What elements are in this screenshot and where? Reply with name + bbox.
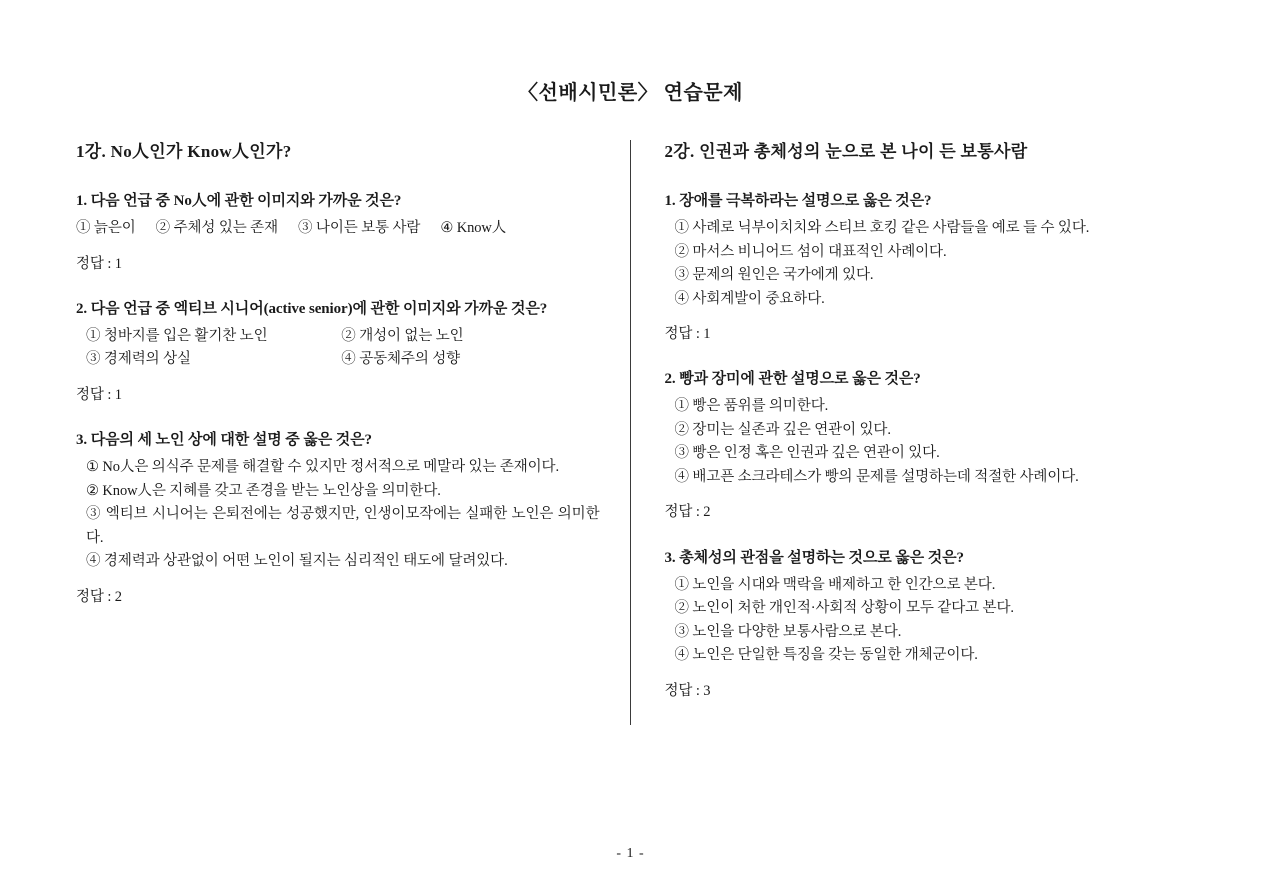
answer-line: 정답 : 1	[664, 325, 711, 342]
choice-item[interactable]: ② 마서스 비니어드 섬이 대표적인 사례이다.	[674, 243, 947, 260]
question-stem: 2. 다음 언급 중 엑티브 시니어(active senior)에 관한 이미지와 가까운 것은?	[76, 300, 548, 317]
choice-item[interactable]: ② Know人은 지혜를 갖고 존경을 받는 노인상을 의미한다.	[86, 482, 441, 499]
choice-item[interactable]: ④ 사회계발이 중요하다.	[674, 290, 825, 307]
choice-item[interactable]: ③ 노인을 다양한 보통사람으로 본다.	[674, 623, 902, 640]
choice-item[interactable]: ① 늙은이	[76, 220, 136, 237]
choice-item[interactable]: ④ Know人	[440, 220, 507, 237]
page-title: 〈선배시민론〉 연습문제	[518, 82, 743, 104]
choice-item[interactable]: ② 노인이 처한 개인적·사회적 상황이 모두 같다고 본다.	[674, 600, 1014, 617]
answer-line: 정답 : 1	[76, 386, 122, 403]
question-block	[665, 190, 1186, 346]
choice-list	[665, 217, 1186, 311]
choice-item[interactable]: ④ 배고픈 소크라테스가 빵의 문제를 설명하는데 적절한 사례이다.	[674, 468, 1079, 485]
choice-item[interactable]: ③ 문제의 원인은 국가에게 있다.	[674, 267, 874, 284]
section-heading-lecture-2: 2강. 인권과 총체성의 눈으로 본 나이 든 보통사람	[664, 142, 1028, 161]
two-column-body	[76, 140, 1185, 725]
right-column	[631, 140, 1186, 725]
choice-item[interactable]: ① 사례로 닉부이치치와 스티브 호킹 같은 사람들을 예로 들 수 있다.	[674, 220, 1090, 237]
answer-line: 정답 : 2	[664, 504, 711, 521]
choice-item[interactable]: ④ 노인은 단일한 특징을 갖는 동일한 개체군이다.	[674, 647, 978, 664]
choice-item[interactable]: ② 장미는 실존과 깊은 연관이 있다.	[674, 421, 891, 438]
choice-list	[665, 395, 1186, 489]
choice-list	[76, 456, 600, 573]
question-block	[665, 547, 1186, 703]
choice-item[interactable]: ② 개성이 없는 노인	[341, 327, 464, 344]
left-column	[76, 140, 631, 725]
answer-line: 정답 : 2	[76, 588, 122, 605]
question-stem: 1. 다음 언급 중 No人에 관한 이미지와 가까운 것은?	[76, 192, 402, 209]
question-block	[76, 429, 600, 609]
question-block	[76, 190, 600, 276]
choice-item[interactable]: ③ 엑티브 시니어는 은퇴전에는 성공했지만, 인생이모작에는 실패한 노인은 의미한다.	[86, 506, 600, 546]
page-number: - 1 -	[616, 846, 645, 861]
choice-item[interactable]: ③ 나이든 보통 사람	[297, 220, 421, 237]
choice-list	[76, 217, 600, 240]
choice-item[interactable]: ① 빵은 품위를 의미한다.	[674, 398, 829, 415]
question-stem: 3. 총체성의 관점을 설명하는 것으로 옳은 것은?	[664, 549, 964, 566]
question-stem: 3. 다음의 세 노인 상에 대한 설명 중 옳은 것은?	[76, 432, 372, 449]
question-stem: 1. 장애를 극복하라는 설명으로 옳은 것은?	[664, 192, 932, 209]
choice-item[interactable]: ② 주체성 있는 존재	[155, 220, 278, 237]
choice-item[interactable]: ① 청바지를 입은 활기찬 노인	[86, 327, 268, 344]
choice-item[interactable]: ③ 빵은 인정 혹은 인권과 깊은 연관이 있다.	[674, 445, 940, 462]
question-stem: 2. 빵과 장미에 관한 설명으로 옳은 것은?	[664, 371, 921, 388]
choice-list	[665, 574, 1186, 668]
section-heading-lecture-1: 1강. No人인가 Know人인가?	[76, 142, 292, 161]
choice-item[interactable]: ③ 경제력의 상실	[86, 351, 191, 368]
choice-item[interactable]: ① 노인을 시대와 맥락을 배제하고 한 인간으로 본다.	[674, 576, 996, 593]
question-block	[665, 368, 1186, 524]
answer-line: 정답 : 1	[76, 255, 122, 272]
answer-line: 정답 : 3	[664, 682, 711, 699]
choice-list	[76, 325, 600, 372]
choice-item[interactable]: ① No人은 의식주 문제를 해결할 수 있지만 정서적으로 메말라 있는 존재이다.	[86, 459, 559, 476]
choice-item[interactable]: ④ 공동체주의 성향	[341, 351, 461, 368]
choice-item[interactable]: ④ 경제력과 상관없이 어떤 노인이 될지는 심리적인 태도에 달려있다.	[86, 553, 508, 570]
question-block	[76, 298, 600, 407]
